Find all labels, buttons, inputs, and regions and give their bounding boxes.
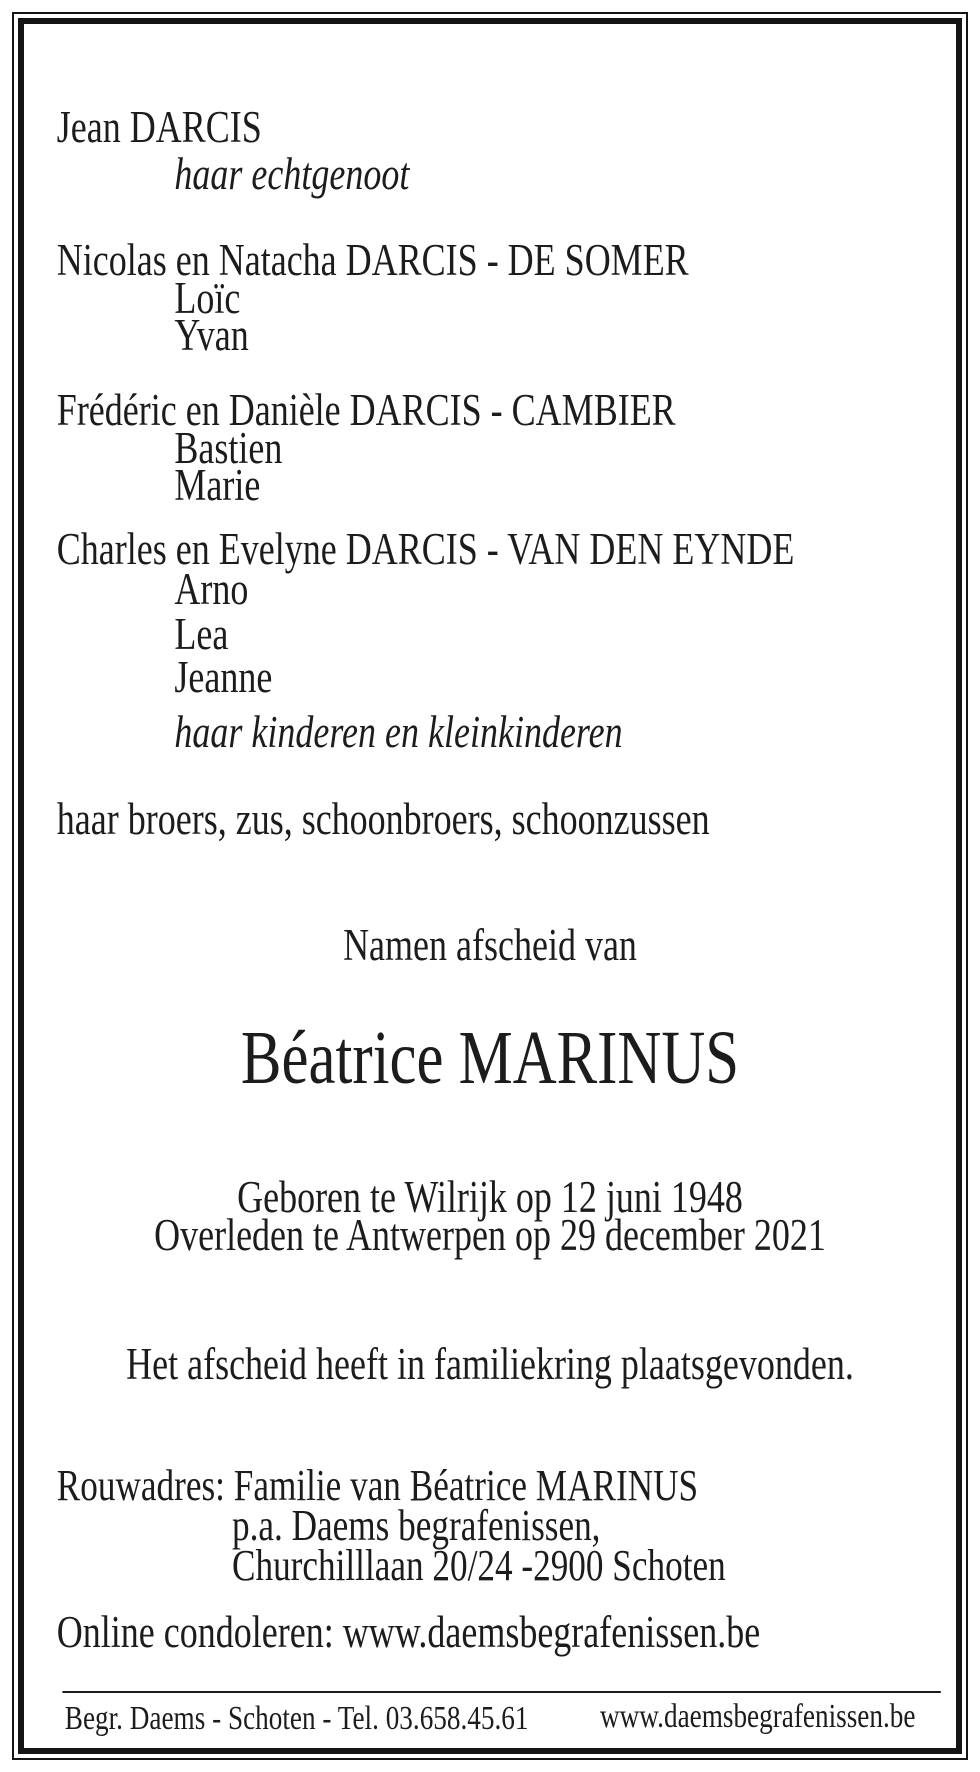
family-2-child-1: Bastien [174, 423, 283, 473]
farewell-intro-line: Namen afscheid van [343, 920, 637, 970]
family-3-child-3: Jeanne [174, 652, 273, 702]
family-2-child-2: Marie [174, 460, 261, 510]
deceased-name: Béatrice MARINUS [240, 1016, 740, 1100]
private-farewell-line: Het afscheid heeft in familiekring plaatsgevonden. [126, 1339, 854, 1389]
online-condolence-line: Online condoleren: www.daemsbegrafenissen.be [56, 1607, 761, 1657]
footer-divider [62, 1691, 940, 1693]
spouse-name-line: Jean DARCIS [56, 102, 262, 152]
spouse-relation-line: haar echtgenoot [174, 149, 410, 199]
death-line: Overleden te Antwerpen op 29 december 2021 [154, 1210, 826, 1260]
mourning-address-line-1: Rouwadres: Familie van Béatrice MARINUS [56, 1461, 699, 1510]
family-1-parents-line: Nicolas en Natacha DARCIS - DE SOMER [56, 235, 689, 285]
footer-right-text: www.daemsbegrafenissen.be [600, 1698, 916, 1735]
family-3-child-1: Arno [174, 564, 249, 614]
footer-left-text: Begr. Daems - Schoten - Tel. 03.658.45.61 [64, 1700, 529, 1737]
mourning-address-line-2: p.a. Daems begrafenissen, [232, 1501, 601, 1550]
siblings-line: haar broers, zus, schoonbroers, schoonzussen [56, 794, 710, 844]
family-3-parents-line: Charles en Evelyne DARCIS - VAN DEN EYNDE [56, 524, 795, 574]
birth-line: Geboren te Wilrijk op 12 juni 1948 [237, 1172, 743, 1222]
family-1-child-1: Loïc [174, 273, 241, 323]
children-relation-line: haar kinderen en kleinkinderen [174, 707, 623, 757]
family-3-child-2: Lea [174, 609, 229, 659]
family-2-parents-line: Frédéric en Danièle DARCIS - CAMBIER [56, 385, 676, 435]
mourning-address-line-3: Churchilllaan 20/24 -2900 Schoten [232, 1541, 726, 1590]
family-1-child-2: Yvan [174, 310, 249, 360]
